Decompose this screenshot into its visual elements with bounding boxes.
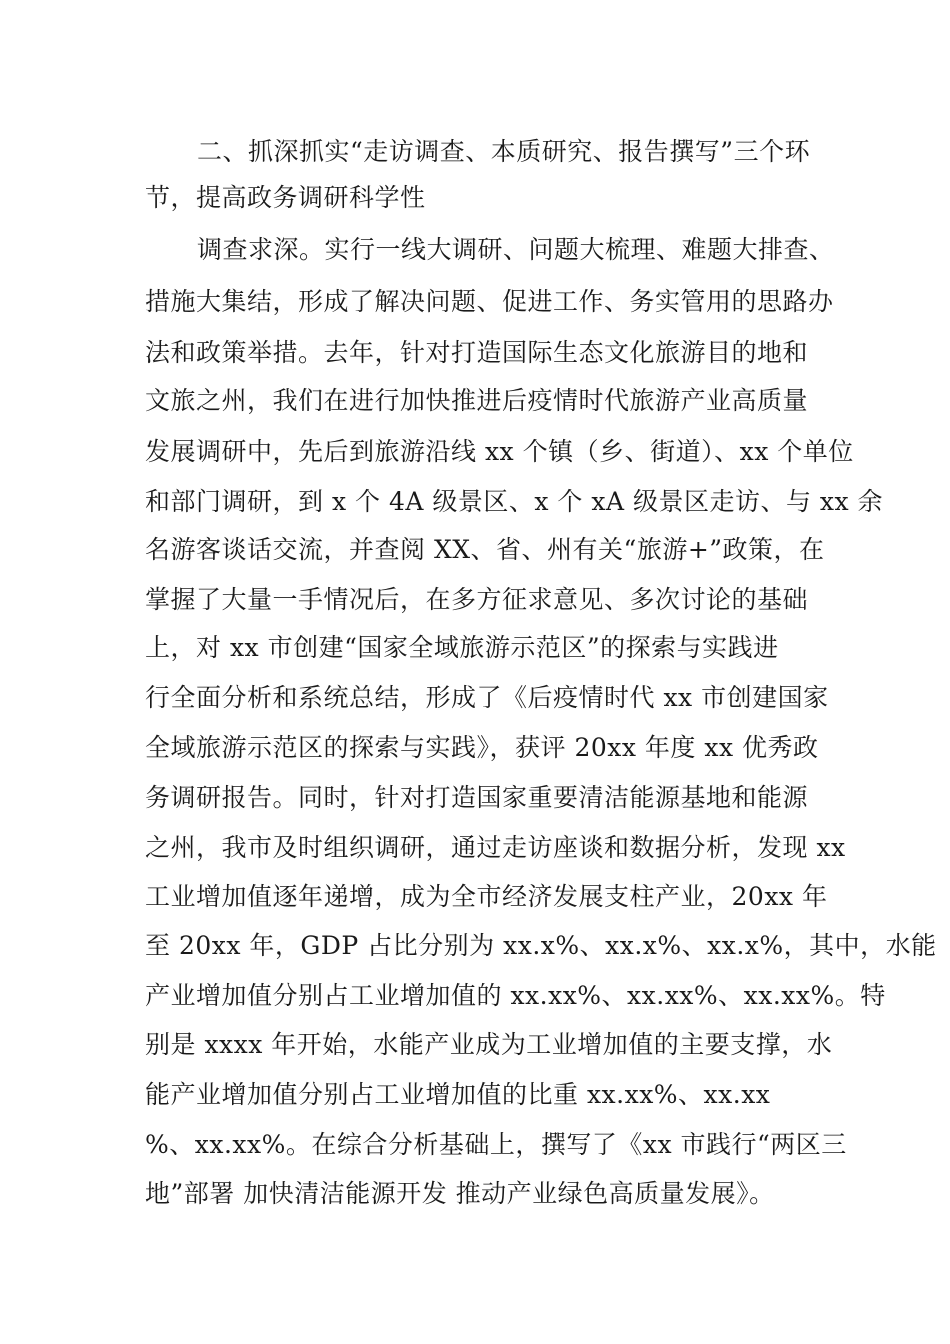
section-heading-line-1: 二、抓深抓实“走访调查、本质研究、报告撰写”三个环 [197,137,811,166]
paragraph-line: 法和政策举措。去年，针对打造国际生态文化旅游目的地和 [145,338,809,367]
paragraph-line: 文旅之州，我们在进行加快推进后疫情时代旅游产业高质量 [145,386,809,415]
paragraph-line: 调查求深。实行一线大调研、问题大梳理、难题大排查、 [197,235,835,264]
paragraph-line: 掌握了大量一手情况后，在多方征求意见、多次讨论的基础 [145,585,809,614]
section-heading-line-2: 节，提高政务调研科学性 [145,183,426,212]
paragraph-line: 全域旅游示范区的探索与实践》，获评 20xx 年度 xx 优秀政 [145,733,819,762]
paragraph-line: 地”部署 加快清洁能源开发 推动产业绿色高质量发展》。 [145,1179,775,1208]
paragraph-line: 上，对 xx 市创建“国家全域旅游示范区”的探索与实践进 [145,633,779,662]
paragraph-line: 能产业增加值分别占工业增加值的比重 xx.xx%、xx.xx [145,1080,771,1109]
paragraph-line: 之州，我市及时组织调研，通过走访座谈和数据分析，发现 xx [145,833,846,862]
paragraph-line: 行全面分析和系统总结，形成了《后疫情时代 xx 市创建国家 [145,683,829,712]
paragraph-line: 务调研报告。同时，针对打造国家重要清洁能源基地和能源 [145,783,809,812]
paragraph-line: 至 20xx 年，GDP 占比分别为 xx.x%、xx.x%、xx.x%，其中，水能 [145,931,937,960]
paragraph-line: 名游客谈话交流，并查阅 XX、省、州有关“旅游+”政策，在 [145,535,825,564]
paragraph-line: 工业增加值逐年递增，成为全市经济发展支柱产业，20xx 年 [145,882,828,911]
paragraph-line: 别是 xxxx 年开始，水能产业成为工业增加值的主要支撑，水 [145,1030,833,1059]
paragraph-line: 发展调研中，先后到旅游沿线 xx 个镇（乡、街道）、xx 个单位 [145,437,854,466]
paragraph-line: %、xx.xx%。在综合分析基础上，撰写了《xx 市践行“两区三 [145,1130,847,1159]
paragraph-line: 产业增加值分别占工业增加值的 xx.xx%、xx.xx%、xx.xx%。特 [145,981,886,1010]
paragraph-line: 措施大集结，形成了解决问题、促进工作、务实管用的思路办 [145,287,834,316]
paragraph-line: 和部门调研，到 x 个 4A 级景区、x 个 xA 级景区走访、与 xx 余 [145,487,884,516]
